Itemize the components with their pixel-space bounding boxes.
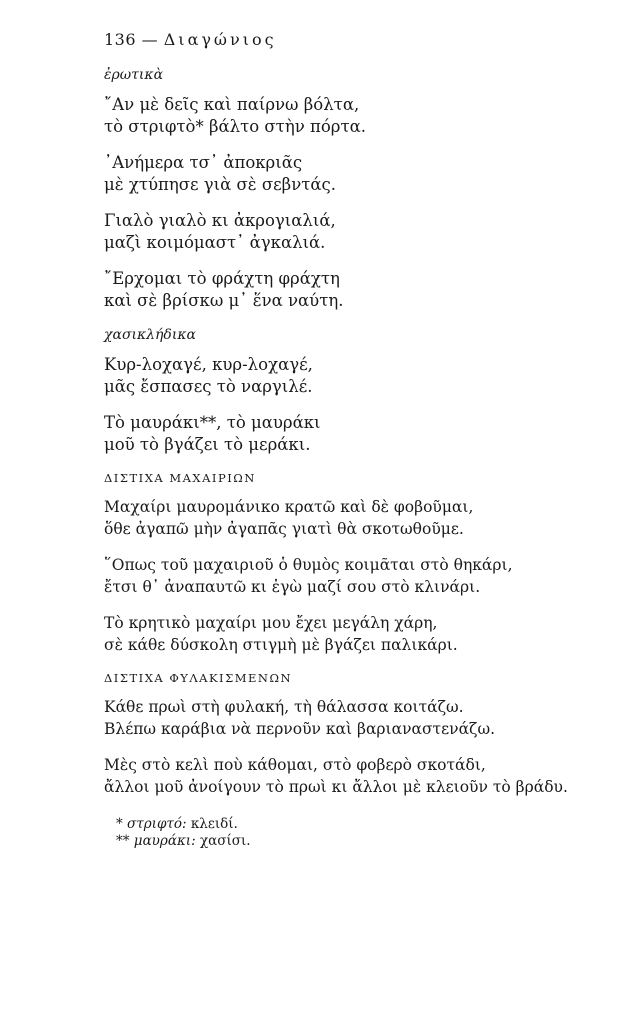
footnotes xyxy=(104,816,604,850)
verse-line: ᾽Ανήμερα τσ᾽ ἀποκριᾶς xyxy=(104,153,303,172)
footnote-definition: κλειδί. xyxy=(190,816,238,832)
stanza xyxy=(104,696,604,740)
section-distiha-maheirion xyxy=(104,470,604,656)
book-title: Διαγώνιος xyxy=(163,30,277,49)
header-dash: — xyxy=(141,30,159,49)
stanza xyxy=(104,210,604,254)
running-head xyxy=(104,30,604,50)
verse-line: μαζὶ κοιμόμαστ᾽ ἀγκαλιά. xyxy=(104,233,326,252)
footnote-term: στριφτό: xyxy=(127,816,187,832)
verse-line: τὸ στριφτὸ* βάλτο στὴν πόρτα. xyxy=(104,117,366,136)
stanza xyxy=(104,612,604,656)
footnote-definition: χασίσι. xyxy=(199,833,251,849)
stanza xyxy=(104,354,604,398)
verse-line: ῎Αν μὲ δεῖς καὶ παίρνω βόλτα, xyxy=(104,95,360,114)
section-heading: χασικλήδικα xyxy=(104,327,196,343)
page-number: 136 xyxy=(104,30,137,49)
section-heading: ΔΙΣΤΙΧΑ ΜΑΧΑΙΡΙΩΝ xyxy=(104,471,256,485)
section-distiha-fylakismenon xyxy=(104,670,604,798)
verse-line: μοῦ τὸ βγάζει τὸ μεράκι. xyxy=(104,435,311,454)
verse-line: Μὲς στὸ κελὶ ποὺ κάθομαι, στὸ φοβερὸ σκοτάδι, xyxy=(104,756,486,774)
verse-line: σὲ κάθε δύσκολη στιγμὴ μὲ βγάζει παλικάρι. xyxy=(104,636,458,654)
verse-line: Κυρ-λοχαγέ, κυρ-λοχαγέ, xyxy=(104,355,313,374)
verse-line: ἔτσι θ᾽ ἀναπαυτῶ κι ἐγὼ μαζί σου στὸ κλινάρι. xyxy=(104,578,481,596)
section-heading: ΔΙΣΤΙΧΑ ΦΥΛΑΚΙΣΜΕΝΩΝ xyxy=(104,671,293,685)
footnote-mark: ** xyxy=(116,833,130,849)
footnote-term: μαυράκι: xyxy=(133,833,196,849)
section-hasiklidika xyxy=(104,326,604,456)
stanza xyxy=(104,152,604,196)
verse-line: ὅθε ἀγαπῶ μὴν ἀγαπᾶς γιατὶ θὰ σκοτωθοῦμε. xyxy=(104,520,464,538)
verse-line: ῞Οπως τοῦ μαχαιριοῦ ὁ θυμὸς κοιμᾶται στὸ θηκάρι, xyxy=(104,556,513,574)
verse-line: Βλέπω καράβια νὰ περνοῦν καὶ βαριαναστενάζω. xyxy=(104,720,496,738)
verse-line: Τὸ κρητικὸ μαχαίρι μου ἔχει μεγάλη χάρη, xyxy=(104,614,438,632)
verse-line: Τὸ μαυράκι**, τὸ μαυράκι xyxy=(104,413,321,432)
verse-line: ῎Ερχομαι τὸ φράχτη φράχτη xyxy=(104,269,340,288)
verse-line: καὶ σὲ βρίσκω μ᾽ ἕνα ναύτη. xyxy=(104,291,344,310)
footnote-mark: * xyxy=(116,816,123,832)
section-erotika xyxy=(104,66,604,312)
stanza xyxy=(104,554,604,598)
footnote xyxy=(116,833,604,850)
book-page xyxy=(104,30,604,850)
stanza xyxy=(104,754,604,798)
verse-line: Μαχαίρι μαυρομάνικο κρατῶ καὶ δὲ φοβοῦμαι, xyxy=(104,498,474,516)
stanza xyxy=(104,496,604,540)
stanza xyxy=(104,412,604,456)
stanza xyxy=(104,94,604,138)
verse-line: μᾶς ἔσπασες τὸ ναργιλέ. xyxy=(104,377,313,396)
verse-line: μὲ χτύπησε γιὰ σὲ σεβντάς. xyxy=(104,175,336,194)
footnote xyxy=(116,816,604,833)
section-heading: ἐρωτικὰ xyxy=(104,67,164,83)
stanza xyxy=(104,268,604,312)
verse-line: ἄλλοι μοῦ ἀνοίγουν τὸ πρωὶ κι ἄλλοι μὲ κλειοῦν τὸ βράδυ. xyxy=(104,778,568,796)
verse-line: Κάθε πρωὶ στὴ φυλακή, τὴ θάλασσα κοιτάζω. xyxy=(104,698,464,716)
verse-line: Γιαλὸ γιαλὸ κι ἀκρογιαλιά, xyxy=(104,211,336,230)
